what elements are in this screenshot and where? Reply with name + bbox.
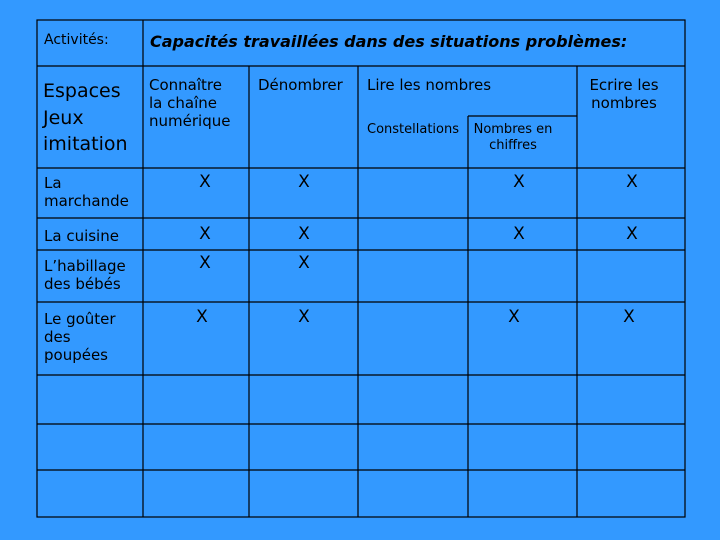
row-mark: X — [196, 307, 208, 327]
row-mark: X — [626, 224, 638, 244]
row-label: La marchande — [44, 174, 129, 210]
row-label: La cuisine — [44, 227, 119, 245]
connaitre-heading: Connaître la chaîne numérique — [149, 76, 231, 130]
espaces-heading: Espaces Jeux imitation — [43, 80, 128, 156]
row-mark: X — [298, 172, 310, 192]
row-mark: X — [623, 307, 635, 327]
capacities-heading: Capacités travaillées dans des situations problèmes: — [150, 32, 628, 51]
row-mark: X — [199, 172, 211, 192]
row-label: L’habillage des bébés — [44, 257, 126, 293]
row-mark: X — [513, 224, 525, 244]
row-mark: X — [513, 172, 525, 192]
activities-heading: Activités: — [44, 32, 109, 48]
denombrer-heading: Dénombrer — [258, 76, 343, 94]
row-mark: X — [298, 307, 310, 327]
row-mark: X — [199, 224, 211, 244]
row-mark: X — [298, 253, 310, 273]
row-mark: X — [626, 172, 638, 192]
nombres-chiffres-heading: Nombres en chiffres — [473, 122, 553, 153]
row-label: Le goûter des poupées — [44, 310, 116, 364]
row-mark: X — [508, 307, 520, 327]
lire-heading: Lire les nombres — [367, 76, 492, 94]
row-mark: X — [199, 253, 211, 273]
ecrire-heading: Ecrire les nombres — [589, 76, 659, 112]
constellations-heading: Constellations — [367, 122, 460, 137]
row-mark: X — [298, 224, 310, 244]
